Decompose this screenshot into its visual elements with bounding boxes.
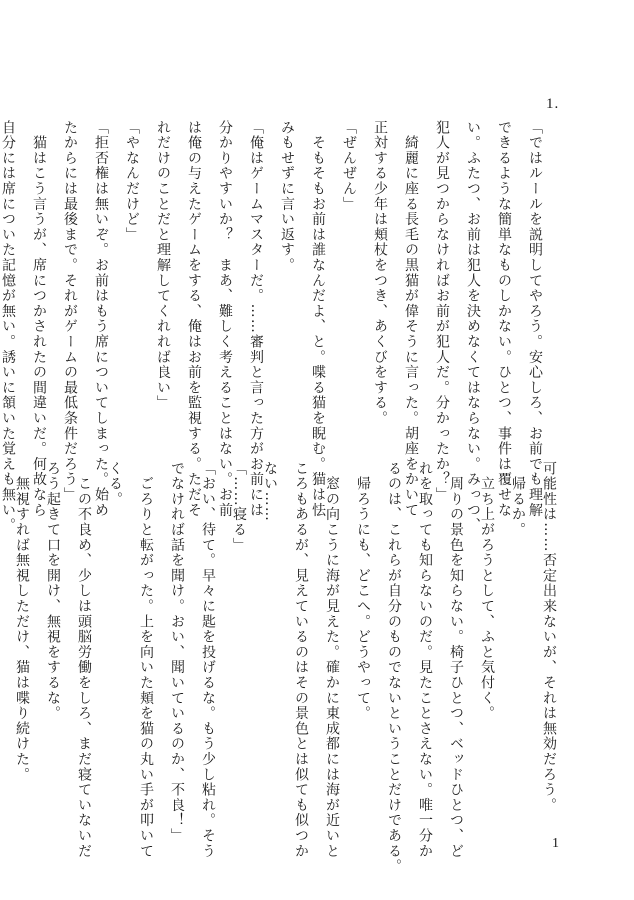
text-line: 「ではルールを説明してやろう。安心しろ、お前でも理解 bbox=[527, 120, 543, 518]
text-line: れだけのことだと理解してくれれば良い」 bbox=[155, 120, 171, 411]
chapter-number: 1. bbox=[546, 96, 560, 112]
text-line: みもせずに言い返す。 bbox=[279, 120, 295, 273]
text-line: 帰るか。 bbox=[510, 461, 526, 538]
text-line: 「おい、待て。早々に匙を投げるな。もう少し粘れ。そう bbox=[200, 461, 216, 859]
text-line: 自分には席についた記憶が無い。誘いに頷いた覚えも無い。 bbox=[0, 120, 16, 534]
text-line: 帰ろうにも、どこへ。どうやって。 bbox=[355, 461, 371, 722]
text-line: るのは、これらが自分のものでないということだけである。 bbox=[386, 461, 402, 875]
text-line: は俺の与えたゲームをする、俺はお前を監視する。ただそ bbox=[186, 120, 202, 518]
text-line: 猫はこう言うが、席につかされたの間違いだ。何故なら bbox=[31, 120, 47, 518]
text-line: 可能性は……否定出来ないが、それは無効だろう。 bbox=[541, 461, 557, 813]
page-number: 1 bbox=[552, 836, 559, 851]
text-line: 周りの景色を知らない。椅子ひとつ、ベッドひとつ、ど bbox=[448, 461, 464, 859]
text-line: たからには最後まで。それがゲームの最低条件だろう」 bbox=[62, 120, 78, 503]
text-line: れを取っても知らないのだ。見たことさえない。唯一分か bbox=[417, 461, 433, 859]
text-line: そもそもお前は誰なんだよ、と。喋る猫を睨む。猫は怯 bbox=[310, 120, 326, 518]
text-line: 「俺はゲームマスターだ。……審判と言った方がお前には bbox=[248, 120, 264, 518]
text-line: でなければ話を聞け。おい、聞いているのか、不良！」 bbox=[169, 461, 185, 844]
text-block-bottom bbox=[0, 461, 564, 875]
text-line: ころもあるが、見えているのはその景色とは似ても似つか bbox=[293, 461, 309, 859]
text-line: ない…… bbox=[262, 461, 278, 523]
text-line: 「……寝る」 bbox=[231, 461, 247, 553]
text-line: ろう起きて口を開け、無視をするな。 bbox=[45, 461, 61, 722]
text-line: い。ふたつ、お前は犯人を決めなくてはならない。みっつ、 bbox=[465, 120, 481, 534]
text-line: 正対する少年は頬杖をつき、あくびをする。 bbox=[372, 120, 388, 426]
text-line: 犯人が見つからなければお前が犯人だ。分かったか？」 bbox=[434, 120, 450, 503]
text-line: くる。 bbox=[107, 461, 123, 507]
text-line: 分かりやすいか？ まあ、難しく考えることはない。お前 bbox=[217, 120, 233, 518]
text-line: 「やなんだけど」 bbox=[124, 120, 140, 243]
text-line: この不良め、少しは頭脳労働をしろ、まだ寝ていないだ bbox=[76, 461, 92, 859]
text-line: 「ぜんぜん」 bbox=[341, 120, 357, 212]
text-line: 「拒否権は無いぞ。お前はもう席についてしまった。始め bbox=[93, 120, 109, 518]
text-line: 窓の向こうに海が見えた。確かに東成都には海が近いと bbox=[324, 461, 340, 859]
text-line: 綺麗に座る長毛の黒猫が偉そうに言った。胡座をかいて bbox=[403, 120, 419, 518]
text-line: 立ち上がろうとして、ふと気付く。 bbox=[479, 461, 495, 722]
text-line: できるような簡単なものしかない。ひとつ、事件は覆せな bbox=[496, 120, 512, 518]
text-line: 無視すれば無視しただけ、猫は喋り続けた。 bbox=[14, 461, 30, 783]
text-line: ごろりと転がった。上を向いた頬を猫の丸い手が叩いて bbox=[138, 461, 154, 859]
